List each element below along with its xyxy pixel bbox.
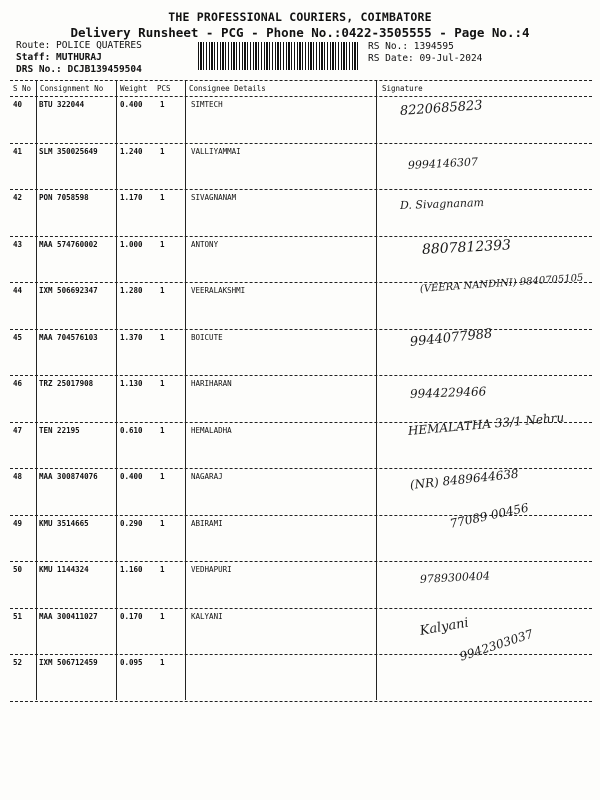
row-consignment: PON 7058598 [39,193,89,202]
row-consignee: KALYANI [191,611,223,621]
row-sno: 45 [13,332,23,342]
row-consignment: KMU 1144324 [39,565,89,574]
row-pcs: 1 [160,425,165,435]
row-sno: 41 [13,146,23,156]
row-consignee: NAGARAJ [191,472,223,481]
col-header-signature: Signature [382,84,423,93]
runsheet-subtitle: Delivery Runsheet - PCG - Phone No.:0422-3505555 - Page No.:4 [70,25,530,40]
row-divider [10,189,592,190]
row-weight: 0.400 [120,472,143,481]
row-divider [10,143,592,144]
row-consignment: IXM 506692347 [39,286,98,295]
row-pcs: 1 [160,239,165,249]
row-weight: 0.610 [120,425,143,435]
row-consignment: KMU 3514665 [39,518,89,528]
row-consignment: MAA 300411027 [39,611,98,621]
row-sno: 51 [13,611,23,621]
row-sno: 49 [13,518,23,528]
row-pcs: 1 [160,286,165,295]
row-consignee: BOICUTE [191,332,223,342]
row-weight: 0.170 [120,611,143,621]
row-weight: 1.170 [120,193,143,202]
row-divider [10,236,592,237]
row-pcs: 1 [160,472,165,481]
row-consignee: VALLIYAMMAI [191,146,241,156]
row-signature: (VEERA NANDINI) 9840705105 [419,272,584,295]
row-weight: 0.290 [120,518,143,528]
row-consignee: HEMALADHA [191,425,232,435]
row-divider [10,654,592,655]
row-consignment: TRZ 25017908 [39,379,94,388]
row-sno: 40 [13,100,23,109]
row-divider [10,608,592,609]
row-sno: 48 [13,472,23,481]
row-sno: 52 [13,658,23,667]
row-pcs: 1 [160,658,165,667]
row-weight: 0.095 [120,658,143,667]
row-consignment: SLM 350025649 [39,146,98,156]
row-pcs: 1 [160,332,165,342]
row-signature: Kalyani [418,615,470,639]
row-weight: 1.000 [120,239,143,249]
row-signature: D. Sivagnanam [399,196,485,212]
route-label: Route: POLICE QUATERES [16,40,142,51]
row-weight: 1.370 [120,332,143,342]
page-title: THE PROFESSIONAL COURIERS, COIMBATORE [168,10,432,24]
row-pcs: 1 [160,146,165,156]
row-divider [10,329,592,330]
row-consignee: HARIHARAN [191,379,232,388]
row-signature: 9942303037 [457,626,535,664]
rs-number: RS No.: 1394595 [368,41,454,52]
row-consignment: MAA 300874076 [39,472,98,481]
row-signature: 8220685823 [399,98,484,119]
row-consignee: VEERALAKSHMI [191,286,246,295]
row-consignment: MAA 704576103 [39,332,98,342]
row-sno: 43 [13,239,23,249]
row-sno: 46 [13,379,23,388]
row-weight: 1.280 [120,286,143,295]
row-sno: 50 [13,565,23,574]
staff-label: Staff: MUTHURAJ [16,52,102,63]
row-signature: 9944077988 [409,325,494,350]
row-signature: 9789300404 [419,569,491,586]
row-signature: 9944229466 [409,384,487,401]
row-consignee: SIMTECH [191,100,223,109]
row-consignee: VEDHAPURI [191,565,232,574]
row-consignment: TEN 22195 [39,425,80,435]
row-pcs: 1 [160,611,165,621]
row-weight: 1.130 [120,379,143,388]
row-consignment: IXM 506712459 [39,658,98,667]
row-divider [10,375,592,376]
col-header-consignee: Consignee Details [189,84,266,93]
row-pcs: 1 [160,518,165,528]
row-pcs: 1 [160,193,165,202]
row-divider [10,561,592,562]
row-divider [10,701,592,702]
row-consignee: SIVAGNANAM [191,193,237,202]
header-bottom-rule [10,96,592,97]
row-pcs: 1 [160,379,165,388]
row-weight: 0.400 [120,100,143,109]
row-signature: HEMALATHA 33/1 Nehru [407,409,565,438]
row-weight: 1.240 [120,146,143,156]
row-signature: 8807812393 [421,236,512,258]
row-pcs: 1 [160,565,165,574]
row-consignee: ABIRAMI [191,518,223,528]
row-consignment: MAA 574760002 [39,239,98,249]
col-header-pcs: PCS [157,84,171,93]
barcode [198,42,360,70]
row-signature: 9994146307 [407,154,479,172]
row-consignment: BTU 322044 [39,100,85,109]
table-top-rule [10,80,592,81]
row-pcs: 1 [160,100,165,109]
row-consignee: ANTONY [191,239,219,249]
row-sno: 42 [13,193,23,202]
row-signature: (NR) 8489644638 [409,466,520,492]
row-sno: 47 [13,425,23,435]
col-header-weight: Weight [120,84,148,93]
row-signature: 77089 00456 [448,499,530,531]
col-header-sno: S No [13,84,32,93]
row-weight: 1.160 [120,565,143,574]
drs-number: DRS No.: DCJB139459504 [16,64,142,75]
rs-date: RS Date: 09-Jul-2024 [368,53,483,64]
row-sno: 44 [13,286,23,295]
col-header-consignment: Consignment No [40,84,104,93]
